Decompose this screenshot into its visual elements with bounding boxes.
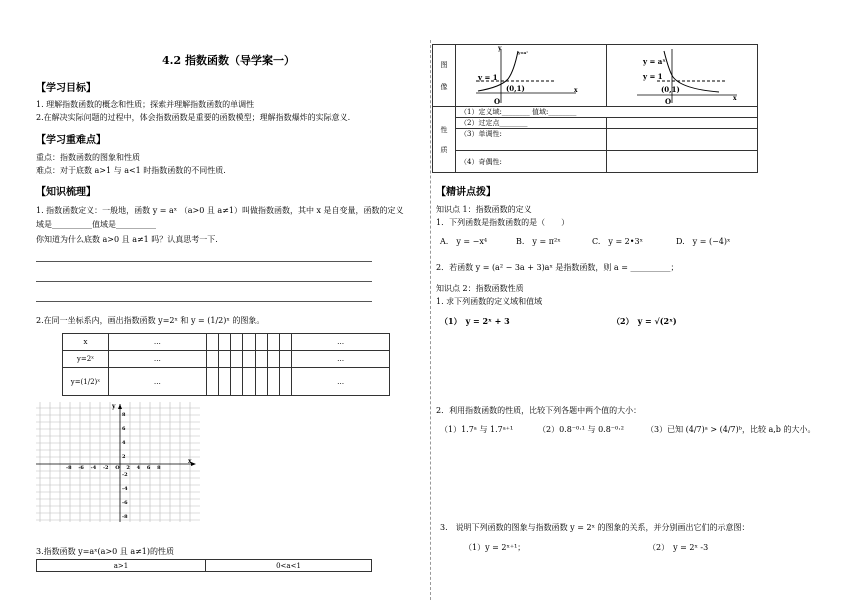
answer-line (36, 301, 372, 302)
graph-x-label: x (574, 87, 578, 94)
graph-y-label: y (498, 45, 502, 52)
tick-label: 4 (136, 465, 141, 471)
graph-origin-label: O (665, 97, 672, 106)
table-cell: y=2ˣ (63, 351, 109, 368)
tick-label: 2 (126, 465, 130, 471)
goal-1: 1. 理解指数函数的概念和性质；探索并理解指数函数的单调性 (36, 100, 255, 109)
table-cell: … (292, 351, 390, 368)
option-d: D. y = (−4)ˣ (676, 237, 731, 246)
graph-fn-label: y = aˣ (643, 57, 666, 66)
row-label-char: 像 (440, 82, 448, 91)
heading-points: 【精讲点拨】 (436, 187, 496, 198)
values-table (62, 333, 390, 396)
tick-label: -6 (122, 500, 128, 506)
tick-label: -4 (90, 465, 97, 471)
properties-table-header (36, 559, 372, 572)
page-title: 4.2 指数函数（导学案一） (162, 54, 295, 67)
difficult-point: 难点：对于底数 a>1 与 a<1 时指数函数的不同性质. (36, 166, 226, 175)
grid-x-ticks (66, 465, 161, 471)
key-point: 重点：指数函数的图象和性质 (36, 153, 140, 162)
question-5: 3. 说明下列函数的图象与指数函数 y = 2ˣ 的图象的关系，并分别画出它们的示意图： (440, 523, 750, 532)
tick-label: 2 (122, 454, 126, 460)
prop-domain: （1）定义域:________ 值域:________ (456, 107, 758, 118)
row-label-char: 性 (440, 125, 448, 134)
answer-line (36, 261, 372, 262)
goal-2: 2.在解决实际问题的过程中，体会指数函数是重要的函数模型；理解指数爆炸的实际意义. (36, 113, 351, 122)
question-5-part-1: （1）y = 2ˣ⁺¹； (464, 543, 526, 552)
question-3-part-2: （2） y = √(2ˣ) (612, 316, 677, 326)
think-question: 你知道为什么底数 a>0 且 a≠1 吗？认真思考一下. (36, 235, 218, 244)
tick-label: -8 (66, 465, 72, 471)
page-divider (430, 40, 431, 600)
row-graph-label (433, 45, 456, 107)
tick-label: O (115, 465, 120, 471)
question-3: 1. 求下列函数的定义域和值域 (436, 297, 543, 306)
tick-label: 8 (122, 412, 126, 418)
tick-label: -2 (102, 465, 109, 471)
graph-fn-label: y=aˣ (518, 50, 529, 55)
col-a-lt-1: 0<a<1 (206, 560, 372, 572)
tick-label: -4 (122, 486, 128, 492)
graph-y1-label: y = 1 (478, 73, 498, 82)
tick-label: 8 (157, 465, 161, 471)
graph-point-label: (0,1) (661, 85, 680, 94)
tick-label: 6 (146, 465, 151, 471)
graph-y1-label: y = 1 (643, 72, 663, 81)
table-cell: … (109, 334, 207, 351)
table-cell: … (109, 368, 207, 396)
prop-monotonic: （3）单调性: (456, 129, 607, 151)
tick-label: -8 (122, 514, 128, 520)
tick-label: -2 (122, 472, 128, 478)
table-cell: y=(1/2)ˣ (63, 368, 109, 396)
question-4-part-1: （1）1.7ᵃ 与 1.7ᵃ⁺¹ (440, 425, 514, 434)
heading-goals: 【学习目标】 (36, 83, 96, 94)
answer-line (36, 281, 372, 282)
grid-x-label: x (188, 458, 192, 465)
row-label-char: 图 (440, 60, 448, 69)
knowledge-point-2: 知识点 2：指数函数性质 (436, 284, 524, 293)
definition-line-1: 1. 指数函数定义：一般地，函数 y = aˣ （a>0 且 a≠1）叫做指数函数，其中 x 是自变量，函数的定义 (36, 206, 404, 215)
question-4: 2．利用指数函数的性质，比较下列各题中两个值的大小： (436, 406, 642, 415)
tick-label: 4 (122, 440, 126, 446)
properties-table (432, 44, 758, 173)
question-3-part-1: （1） y = 2ˣ + 3 (440, 316, 510, 326)
question-5-part-2: （2） y = 2ˣ -3 (648, 543, 709, 552)
prop-parity: （4）奇偶性: (456, 151, 607, 173)
graph-point-label: (0,1) (506, 84, 525, 93)
knowledge-point-1: 知识点 1：指数函数的定义 (436, 205, 532, 214)
grid-y-label: y (112, 403, 116, 410)
question-2: 2．若函数 y = (a² − 3a + 3)aˣ 是指数函数，则 a = __________； (436, 263, 679, 272)
coordinate-grid (36, 402, 200, 522)
tick-label: 6 (122, 426, 126, 432)
question-4-part-2: （2）0.8⁻⁰·¹ 与 0.8⁻⁰·² (538, 425, 624, 434)
table-cell: x (63, 334, 109, 351)
graph-a-gt-1 (456, 45, 607, 107)
heading-knowledge: 【知识梳理】 (36, 187, 96, 198)
tick-label: -6 (78, 465, 84, 471)
prop-fixed-point: （2）过定点________ (456, 118, 607, 129)
graph-origin-label: O (494, 97, 501, 106)
option-c: C. y = 2•3ˣ (592, 237, 643, 246)
task-2: 2.在同一坐标系内，画出指数函数 y=2ˣ 和 y = (1/2)ˣ 的图象。 (36, 316, 265, 325)
row-label-char: 质 (440, 145, 448, 154)
table-cell: … (292, 368, 390, 396)
row-prop-label (433, 107, 456, 173)
task-3: 3.指数函数 y=aˣ(a>0 且 a≠1)的性质 (36, 547, 175, 556)
table-cell: … (292, 334, 390, 351)
heading-keys: 【学习重难点】 (36, 135, 106, 146)
definition-line-2: 域是__________值域是__________ (36, 220, 156, 229)
graph-a-lt-1 (607, 45, 758, 107)
grid-y-ticks (122, 408, 132, 524)
option-b: B. y = π²ˣ (516, 237, 561, 246)
option-a: A. y = −x⁴ (440, 237, 488, 246)
graph-x-label: x (733, 95, 737, 102)
table-cell: … (109, 351, 207, 368)
col-a-gt-1: a>1 (37, 560, 206, 572)
question-1: 1．下列函数是指数函数的是（ ） (436, 218, 570, 227)
question-4-part-3: （3）已知 (4/7)ᵃ > (4/7)ᵇ，比较 a,b 的大小。 (646, 425, 816, 434)
